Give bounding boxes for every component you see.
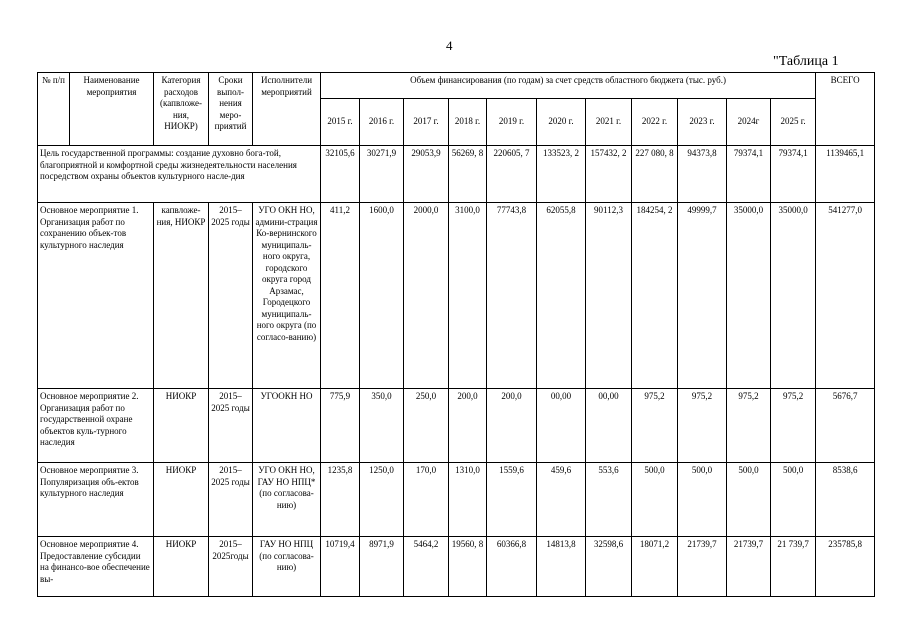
header-year: 2015 г. — [321, 99, 360, 146]
row-value: 3100,0 — [449, 203, 487, 389]
row-value: 553,6 — [586, 463, 632, 537]
row-value: 19560, 8 — [449, 537, 487, 597]
table-row — [38, 463, 875, 537]
row-total: 235785,8 — [816, 537, 875, 597]
row-value: 200,0 — [449, 389, 487, 463]
row-value: 500,0 — [678, 463, 727, 537]
header-row — [38, 73, 875, 99]
row-value: 35000,0 — [727, 203, 771, 389]
goal-value: 157432, 2 — [586, 146, 632, 203]
row-value: 775,9 — [321, 389, 360, 463]
row-period: 2015–2025годы — [209, 537, 253, 597]
row-value: 77743,8 — [487, 203, 537, 389]
row-period: 2015–2025 годы — [209, 203, 253, 389]
goal-value: 133523, 2 — [537, 146, 586, 203]
header-year: 2019 г. — [487, 99, 537, 146]
row-value: 35000,0 — [771, 203, 816, 389]
row-value: 1310,0 — [449, 463, 487, 537]
goal-text: Цель государственной программы: создание духовно бога-той, благоприятной и комфортной среды жизнедеятельности населения посредством охраны объектов культурного насле-дия — [38, 146, 321, 203]
row-value: 21 739,7 — [771, 537, 816, 597]
row-value: 32598,6 — [586, 537, 632, 597]
header-year: 2017 г. — [404, 99, 449, 146]
row-value: 21739,7 — [727, 537, 771, 597]
row-value: 411,2 — [321, 203, 360, 389]
row-value: 18071,2 — [632, 537, 678, 597]
row-value: 90112,3 — [586, 203, 632, 389]
header-year: 2025 г. — [771, 99, 816, 146]
goal-value: 56269, 8 — [449, 146, 487, 203]
row-period: 2015–2025 годы — [209, 389, 253, 463]
row-value: 500,0 — [727, 463, 771, 537]
row-period: 2015–2025 годы — [209, 463, 253, 537]
row-value: 00,00 — [586, 389, 632, 463]
goal-value: 79374,1 — [727, 146, 771, 203]
row-executors: УГООКН НО — [253, 389, 321, 463]
row-category: капвложе-ния, НИОКР — [154, 203, 209, 389]
row-value: 60366,8 — [487, 537, 537, 597]
row-name: Основное мероприятие 1. Организация работ по сохранению объек-тов культурного наследия — [38, 203, 154, 389]
header-year: 2016 г. — [360, 99, 404, 146]
table-row — [38, 537, 875, 597]
row-value: 8971,9 — [360, 537, 404, 597]
row-value: 500,0 — [771, 463, 816, 537]
row-name: Основное мероприятие 3. Популяризация объ-ектов культурного наследия — [38, 463, 154, 537]
page-number: 4 — [446, 38, 453, 53]
row-value: 2000,0 — [404, 203, 449, 389]
goal-value: 30271,9 — [360, 146, 404, 203]
row-value: 1600,0 — [360, 203, 404, 389]
table-row — [38, 389, 875, 463]
row-value: 975,2 — [727, 389, 771, 463]
row-value: 49999,7 — [678, 203, 727, 389]
goal-row — [38, 146, 875, 203]
goal-value: 94373,8 — [678, 146, 727, 203]
row-category: НИОКР — [154, 537, 209, 597]
row-total: 541277,0 — [816, 203, 875, 389]
row-name: Основное мероприятие 4. Предоставление субсидии на финансо-вое обеспечение вы- — [38, 537, 154, 597]
row-value: 1235,8 — [321, 463, 360, 537]
row-category: НИОКР — [154, 389, 209, 463]
header-funding: Объем финансирования (по годам) за счет средств областного бюджета (тыс. руб.) — [321, 73, 816, 99]
table-caption: "Таблица 1 — [773, 54, 839, 69]
header-executors: Исполнители мероприятий — [253, 73, 321, 146]
row-value: 14813,8 — [537, 537, 586, 597]
row-value: 975,2 — [678, 389, 727, 463]
row-value: 975,2 — [632, 389, 678, 463]
row-total: 8538,6 — [816, 463, 875, 537]
header-name: Наименование мероприятия — [70, 73, 154, 146]
goal-value: 227 080, 8 — [632, 146, 678, 203]
row-category: НИОКР — [154, 463, 209, 537]
row-value: 00,00 — [537, 389, 586, 463]
header-year: 2021 г. — [586, 99, 632, 146]
row-value: 975,2 — [771, 389, 816, 463]
row-value: 1559,6 — [487, 463, 537, 537]
goal-total: 1139465,1 — [816, 146, 875, 203]
row-executors: УГО ОКН НО, ГАУ НО НПЦ* (по согласова-нию) — [253, 463, 321, 537]
table-row — [38, 203, 875, 389]
row-value: 170,0 — [404, 463, 449, 537]
row-value: 1250,0 — [360, 463, 404, 537]
row-value: 200,0 — [487, 389, 537, 463]
row-name: Основное мероприятие 2. Организация работ по государственной охране объектов куль-турного наследия — [38, 389, 154, 463]
goal-value: 79374,1 — [771, 146, 816, 203]
row-value: 500,0 — [632, 463, 678, 537]
row-executors: ГАУ НО НПЦ (по согласова-нию) — [253, 537, 321, 597]
financing-table — [37, 72, 875, 597]
header-total: ВСЕГО — [816, 73, 875, 146]
row-value: 5464,2 — [404, 537, 449, 597]
row-value: 62055,8 — [537, 203, 586, 389]
row-value: 459,6 — [537, 463, 586, 537]
header-year: 2020 г. — [537, 99, 586, 146]
header-year: 2024г — [727, 99, 771, 146]
row-value: 350,0 — [360, 389, 404, 463]
row-value: 184254, 2 — [632, 203, 678, 389]
row-value: 21739,7 — [678, 537, 727, 597]
row-executors: УГО ОКН НО, админи-страция Ко-вернинского муниципаль-ного округа, городского округа город Арзамас, Городецкого муниципаль-ного округа (по согласо-ванию) — [253, 203, 321, 389]
row-value: 10719,4 — [321, 537, 360, 597]
row-value: 250,0 — [404, 389, 449, 463]
goal-value: 220605, 7 — [487, 146, 537, 203]
header-year: 2022 г. — [632, 99, 678, 146]
goal-value: 29053,9 — [404, 146, 449, 203]
header-num: № п/п — [38, 73, 70, 146]
header-period: Сроки выпол-нения меро-приятий — [209, 73, 253, 146]
header-year: 2018 г. — [449, 99, 487, 146]
goal-value: 32105,6 — [321, 146, 360, 203]
header-category: Категория расходов (капвложе-ния, НИОКР) — [154, 73, 209, 146]
header-year: 2023 г. — [678, 99, 727, 146]
row-total: 5676,7 — [816, 389, 875, 463]
